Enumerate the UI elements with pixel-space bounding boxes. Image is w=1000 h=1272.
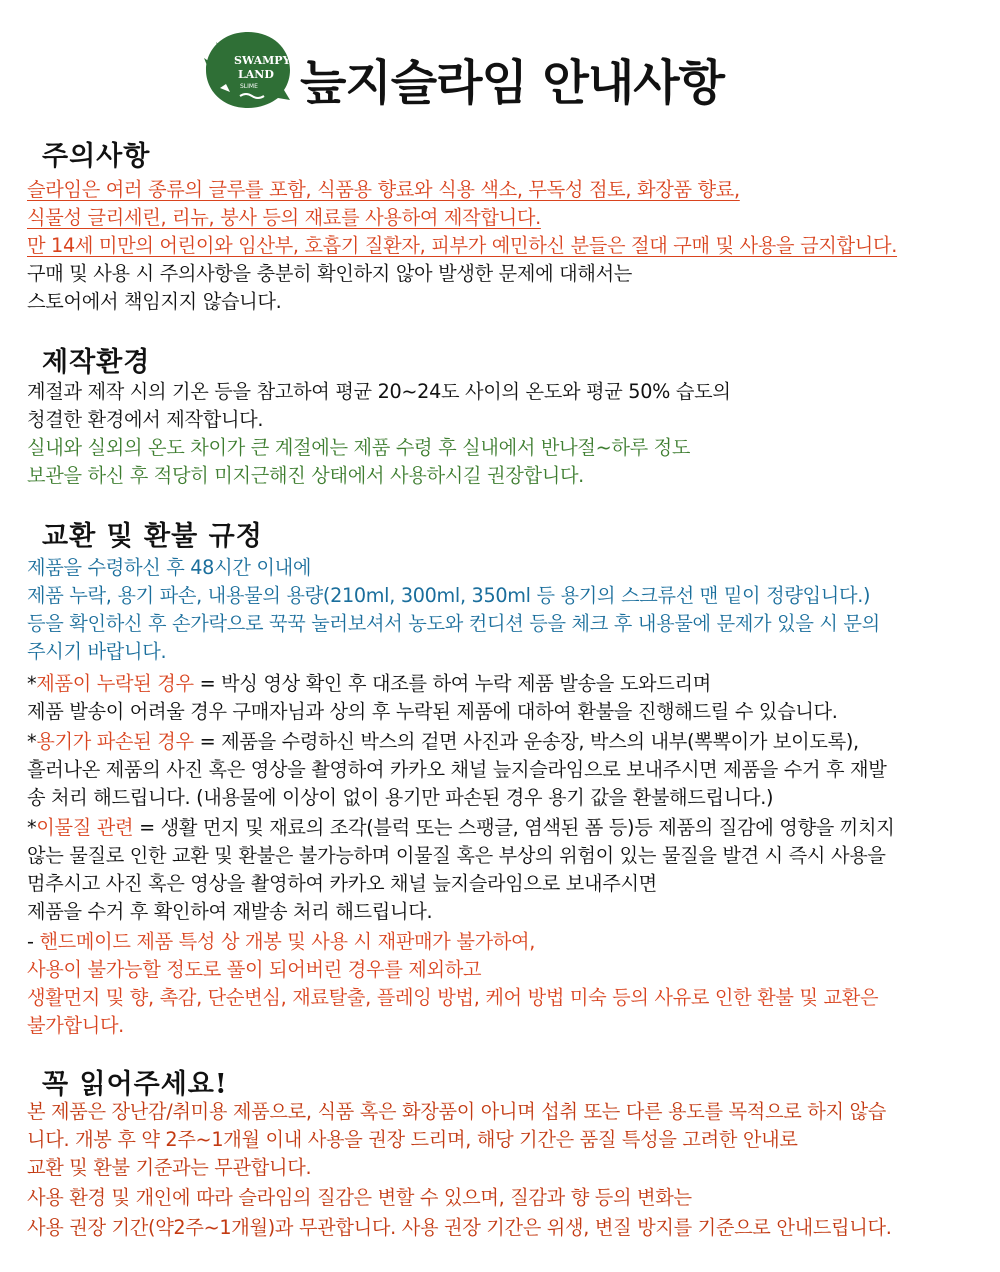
handmade-line-1 <box>27 928 535 956</box>
mustread-line-2: 니다. 개봉 후 약 2주~1개월 이내 사용을 권장 드리며, 해당 기간은 품질 특성을 고려한 안내로 <box>27 1128 798 1151</box>
svg-text:SWAMPY: SWAMPY <box>234 54 291 67</box>
exchange-blue-line-4: 주시기 바랍니다. <box>27 640 167 663</box>
handmade-line-2: 사용이 불가능할 정도로 풀이 되어버린 경우를 제외하고 <box>27 958 482 981</box>
handmade-line-4: 불가합니다. <box>27 1014 124 1037</box>
caution-title: 주의사항 <box>42 141 151 172</box>
handmade-text-1: 핸드메이드 제품 특성 상 개봉 및 사용 시 재판매가 불가하여, <box>39 930 536 953</box>
damaged-line-2: 흘러나온 제품의 사진 혹은 영상을 촬영하여 카카오 채널 늪지슬라임으로 보내주시면 제품을 수거 후 재발 <box>27 758 887 781</box>
bullet-dash: - <box>27 930 40 953</box>
environment-line-4: 보관을 하신 후 적당히 미지근해진 상태에서 사용하시길 권장합니다. <box>27 464 584 487</box>
missing-item-text: = 박싱 영상 확인 후 대조를 하여 누락 제품 발송을 도와드리며 <box>193 672 711 695</box>
exchange-blue-line-2: 제품 누락, 용기 파손, 내용물의 용량(210ml, 300ml, 350ml 등 용기의 스크류선 맨 밑이 정량입니다.) <box>27 584 871 607</box>
svg-text:SLIME: SLIME <box>240 83 258 90</box>
foreign-line-1 <box>27 814 894 842</box>
missing-item-label: 제품이 누락된 경우 <box>36 672 194 695</box>
environment-title: 제작환경 <box>42 347 151 378</box>
exchange-blue-line-3: 등을 확인하신 후 손가락으로 꾹꾹 눌러보셔서 농도와 컨디션 등을 체크 후 내용물에 문제가 있을 시 문의 <box>27 612 880 635</box>
handmade-line-3: 생활먼지 및 향, 촉감, 단순변심, 재료탈출, 플레잉 방법, 케어 방법 미숙 등의 사유로 인한 환불 및 교환은 <box>27 986 879 1009</box>
exchange-title: 교환 및 환불 규정 <box>42 521 263 552</box>
foreign-text: = 생활 먼지 및 재료의 조각(블럭 또는 스팽글, 염색된 폼 등)등 제품의 질감에 영향을 끼치지 <box>133 816 895 839</box>
mustread-line-4: 사용 환경 및 개인에 따라 슬라임의 질감은 변할 수 있으며, 질감과 향 등의 변화는 <box>27 1186 692 1209</box>
environment-line-3: 실내와 실외의 온도 차이가 큰 계절에는 제품 수령 후 실내에서 반나절~하루 정도 <box>27 436 691 459</box>
mustread-line-5: 사용 권장 기간(약2주~1개월)과 무관합니다. 사용 권장 기간은 위생, 변질 방지를 기준으로 안내드립니다. <box>27 1216 892 1239</box>
header <box>0 18 1000 118</box>
caution-line-2: 식물성 글리세린, 리뉴, 붕사 등의 재료를 사용하여 제작합니다. <box>27 206 541 229</box>
damaged-line-3: 송 처리 해드립니다. (내용물에 이상이 없이 용기만 파손된 경우 용기 값을 환불해드립니다.) <box>27 786 774 809</box>
mustread-line-3: 교환 및 환불 기준과는 무관합니다. <box>27 1156 312 1179</box>
bullet-asterisk: * <box>27 816 37 839</box>
caution-line-3: 만 14세 미만의 어린이와 임산부, 호흡기 질환자, 피부가 예민하신 분들은 절대 구매 및 사용을 금지합니다. <box>27 234 898 257</box>
exchange-blue-line-1: 제품을 수령하신 후 48시간 이내에 <box>27 556 312 579</box>
damaged-line-1 <box>27 728 859 756</box>
caution-line-4: 구매 및 사용 시 주의사항을 충분히 확인하지 않아 발생한 문제에 대해서는 <box>27 262 633 285</box>
caution-line-1: 슬라임은 여러 종류의 글루를 포함, 식품용 향료와 식용 색소, 무독성 점토, 화장품 향료, <box>27 178 740 201</box>
page-title: 늪지슬라임 안내사항 <box>300 55 725 111</box>
foreign-line-2: 않는 물질로 인한 교환 및 환불은 불가능하며 이물질 혹은 부상의 위험이 있는 물질을 발견 시 즉시 사용을 <box>27 844 886 867</box>
missing-item-line-1 <box>27 670 711 698</box>
mustread-line-1: 본 제품은 장난감/취미용 제품으로, 식품 혹은 화장품이 아니며 섭취 또는 다른 용도를 목적으로 하지 않습 <box>27 1100 887 1123</box>
environment-line-2: 청결한 환경에서 제작합니다. <box>27 408 264 431</box>
missing-item-line-2: 제품 발송이 어려울 경우 구매자님과 상의 후 누락된 제품에 대하여 환불을 진행해드릴 수 있습니다. <box>27 700 838 723</box>
foreign-label: 이물질 관련 <box>36 816 134 839</box>
environment-line-1: 계절과 제작 시의 기온 등을 참고하여 평균 20~24도 사이의 온도와 평균 50% 습도의 <box>27 380 731 403</box>
bullet-asterisk: * <box>27 672 37 695</box>
foreign-line-4: 제품을 수거 후 확인하여 재발송 처리 해드립니다. <box>27 900 433 923</box>
swampy-land-logo <box>200 28 296 112</box>
svg-text:LAND: LAND <box>238 68 274 81</box>
damaged-text: = 제품을 수령하신 박스의 겉면 사진과 운송장, 박스의 내부(뽁뽁이가 보이도록), <box>193 730 859 753</box>
bullet-asterisk: * <box>27 730 37 753</box>
mustread-title: 꼭 읽어주세요! <box>42 1069 228 1100</box>
caution-line-5: 스토어에서 책임지지 않습니다. <box>27 290 282 313</box>
foreign-line-3: 멈추시고 사진 혹은 영상을 촬영하여 카카오 채널 늪지슬라임으로 보내주시면 <box>27 872 657 895</box>
damaged-label: 용기가 파손된 경우 <box>36 730 194 753</box>
